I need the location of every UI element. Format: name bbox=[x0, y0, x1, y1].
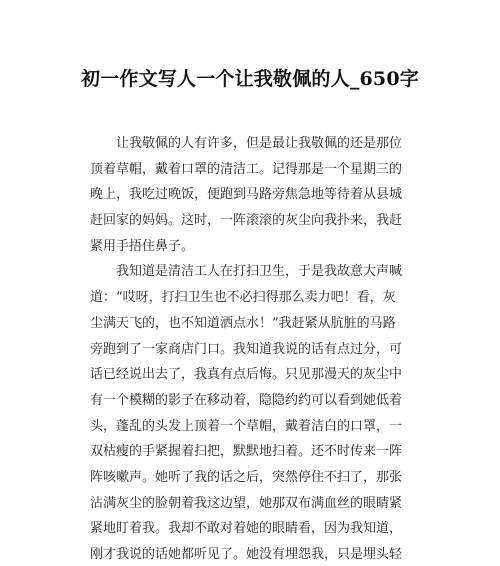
text-line: 道：“哎呀，打扫卫生也不必扫得那么卖力吧！看，灰 bbox=[90, 290, 396, 306]
text-line: 话已经说出去了，我真有点后悔。只见那漫天的灰尘中 bbox=[90, 367, 403, 383]
text-line: 双枯瘦的手紧握着扫把，默默地扫着。还不时传来一阵 bbox=[90, 444, 403, 460]
text-line: 沾满灰尘的脸朝着我这边望，她那双布满血丝的眼睛紧 bbox=[90, 495, 403, 511]
text-line: 让我敬佩的人有许多，但是最让我敬佩的还是那位 bbox=[116, 136, 403, 151]
paragraph-2 bbox=[90, 259, 420, 566]
text-line: 头，蓬乱的头发上顶着一个草帽，戴着洁白的口罩，一 bbox=[90, 418, 403, 434]
text-line: 顶着草帽，戴着口罩的清洁工。记得那是一个星期三的 bbox=[90, 161, 403, 177]
text-line: 我知道是清洁工人在打扫卫生，于是我故意大声喊 bbox=[116, 264, 403, 280]
text-line: 尘满天飞的，也不知道洒点水！”我赶紧从肮脏的马路 bbox=[90, 315, 396, 331]
text-line: 刚才我说的话她都听见了。她没有埋怨我，只是埋头轻 bbox=[90, 547, 403, 562]
article-body bbox=[90, 131, 420, 566]
text-line: 紧用手捂住鼻子。 bbox=[90, 238, 195, 254]
text-line: 旁跑到了一家商店门口。我知道我说的话有点过分，可 bbox=[90, 341, 403, 357]
text-line: 紧地盯着我。我却不敢对着她的眼睛看，因为我知道， bbox=[90, 521, 403, 537]
document-title: 初一作文写人一个让我敬佩的人_650字 bbox=[81, 68, 419, 90]
text-line: 阵咳嗽声。她听了我的话之后，突然停住不扫了，那张 bbox=[90, 469, 403, 485]
text-line: 有一个模糊的影子在移动着，隐隐约约可以看到她低着 bbox=[90, 392, 403, 408]
paragraph-1 bbox=[90, 131, 420, 259]
text-line: 晚上，我吃过晚饭，便跑到马路旁焦急地等待着从县城 bbox=[90, 187, 403, 203]
text-line: 赶回家的妈妈。这时，一阵滚滚的灰尘向我扑来，我赶 bbox=[90, 213, 403, 229]
